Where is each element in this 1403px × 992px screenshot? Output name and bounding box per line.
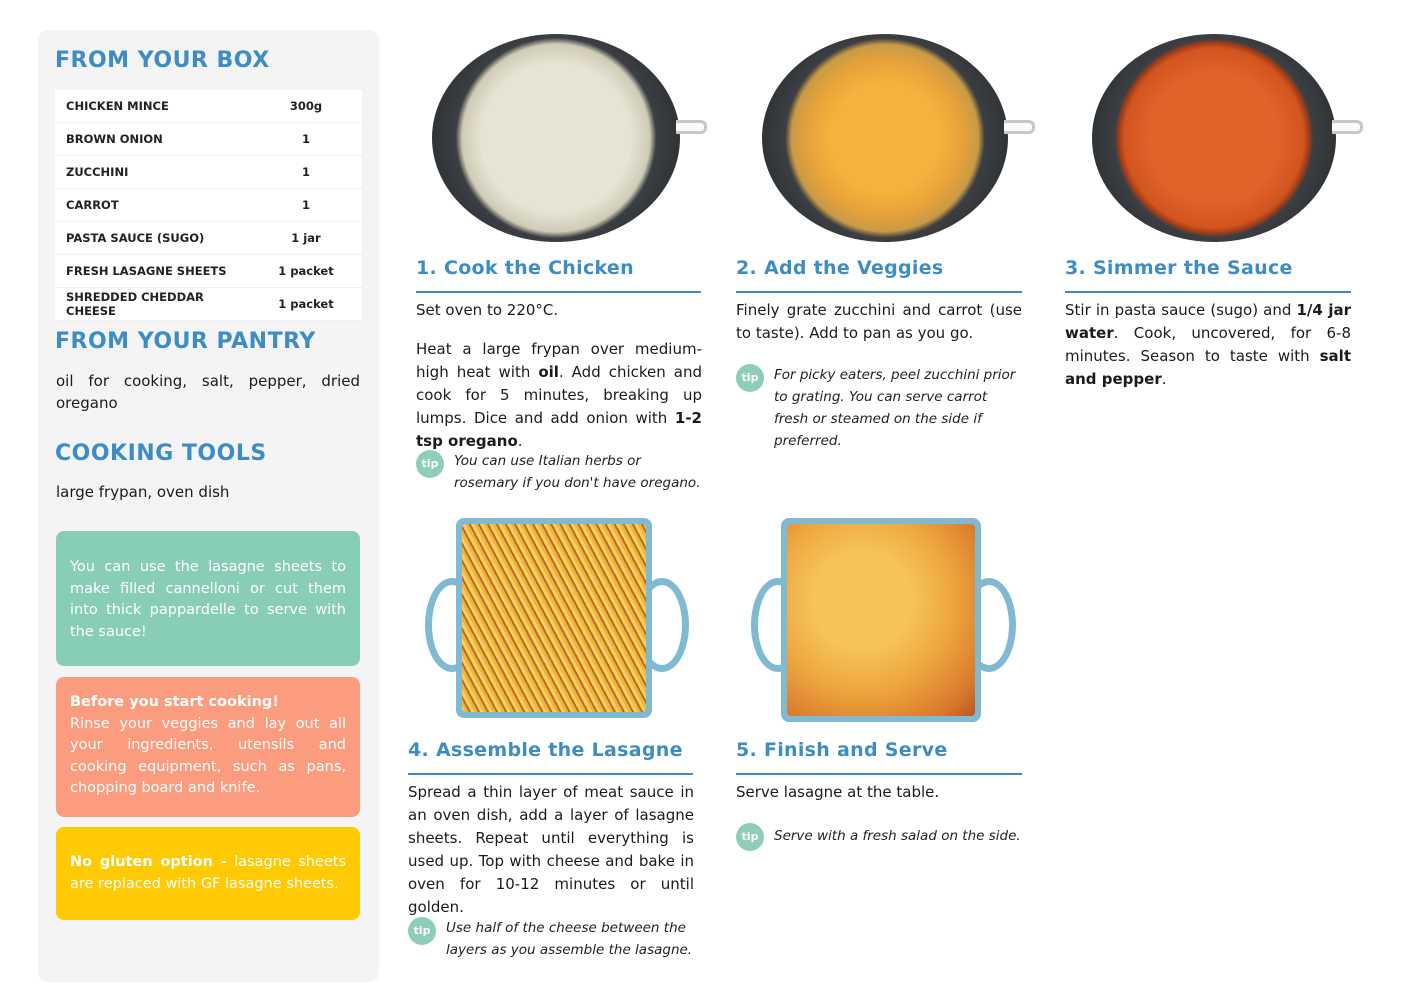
step-3-photo xyxy=(1092,34,1336,242)
gluten-card xyxy=(56,827,360,920)
step-4-tip xyxy=(408,917,698,963)
step-2-title: 2. Add the Veggies xyxy=(736,257,944,279)
cooking-tools-heading: COOKING TOOLS xyxy=(55,441,267,466)
step-2-tip xyxy=(736,364,1026,449)
ingredient-name: CARROT xyxy=(55,189,250,222)
step-5-divider xyxy=(736,773,1022,775)
step-1-tip-text: You can use Italian herbs or rosemary if you don't have oregano. xyxy=(454,453,701,491)
tip-badge: tip xyxy=(736,364,764,392)
step-5-title: 5. Finish and Serve xyxy=(736,739,948,761)
ingredient-qty: 1 packet xyxy=(250,288,362,321)
pantry-text: oil for cooking, salt, pepper, dried oregano xyxy=(56,372,360,412)
before-cooking-card xyxy=(56,677,360,817)
ingredient-row xyxy=(55,189,362,222)
ingredient-row xyxy=(55,123,362,156)
step-5-tip-text: Serve with a fresh salad on the side. xyxy=(774,828,1021,844)
step-3-bold-water: 1/4 jar water xyxy=(1065,301,1351,342)
step-2-photo xyxy=(762,34,1008,242)
step-2-para-1 xyxy=(736,299,1022,345)
ingredient-row xyxy=(55,222,362,255)
step-2-pan-handle xyxy=(1004,120,1035,134)
step-5-photo xyxy=(781,518,981,722)
step-4-divider xyxy=(408,773,693,775)
ingredient-qty: 1 xyxy=(250,123,362,156)
step-3-pan-handle xyxy=(1332,120,1363,134)
step-1-title: 1. Cook the Chicken xyxy=(416,257,634,279)
step-1-para-1 xyxy=(416,299,702,322)
step-1-bold-oregano: 1-2 tsp oregano xyxy=(416,409,702,450)
step-1-para-1-text: Set oven to 220°C. xyxy=(416,301,559,319)
step-1-photo xyxy=(432,34,680,242)
tip-badge: tip xyxy=(416,450,444,478)
step-5-tip xyxy=(736,823,1026,851)
ingredient-qty: 300g xyxy=(250,90,362,123)
step-2-divider xyxy=(736,291,1022,293)
ingredient-qty: 1 packet xyxy=(250,255,362,288)
ingredient-name: CHICKEN MINCE xyxy=(55,90,250,123)
ingredient-row xyxy=(55,288,362,321)
ingredient-qty: 1 jar xyxy=(250,222,362,255)
step-4-photo xyxy=(456,518,652,718)
step-5-para-1-text: Serve lasagne at the table. xyxy=(736,783,940,801)
step-1-text-c: . xyxy=(517,432,523,450)
step-1-bold-oil: oil xyxy=(538,363,559,381)
ingredient-row xyxy=(55,156,362,189)
ingredients-table xyxy=(55,90,362,321)
step-1-tip xyxy=(416,450,706,496)
gluten-option-text: lasagne sheets are replaced with GF lasagne sheets. xyxy=(70,854,346,892)
step-1-text-a: Heat a large frypan over medium-high heat with xyxy=(416,340,702,381)
step-3-para-1 xyxy=(1065,299,1351,391)
step-1-text-b: . Add chicken and cook for 5 minutes, breaking up lumps. Dice and add onion with xyxy=(416,363,702,427)
ingredient-qty: 1 xyxy=(250,189,362,222)
from-your-pantry-heading: FROM YOUR PANTRY xyxy=(55,329,316,354)
before-cooking-title: Before you start cooking! xyxy=(70,694,279,710)
step-3-title: 3. Simmer the Sauce xyxy=(1065,257,1293,279)
before-cooking-text: Rinse your veggies and lay out all your ingredients, utensils and cooking equipment, such as pans, chopping board and knife. xyxy=(70,715,346,796)
ingredient-qty: 1 xyxy=(250,156,362,189)
step-1-para-2 xyxy=(416,338,702,453)
step-4-para-1 xyxy=(408,781,694,919)
step-3-text-b: . Cook, uncovered, for 6-8 minutes. Season to taste with xyxy=(1065,324,1351,365)
step-2-para-1-text: Finely grate zucchini and carrot (use to taste). Add to pan as you go. xyxy=(736,301,1022,342)
step-2-tip-text: For picky eaters, peel zucchini prior to grating. You can serve carrot fresh or steamed on the side if preferred. xyxy=(774,367,1016,449)
ingredient-name: SHREDDED CHEDDAR CHEESE xyxy=(55,288,250,321)
step-4-title: 4. Assemble the Lasagne xyxy=(408,739,683,761)
ingredient-name: ZUCCHINI xyxy=(55,156,250,189)
step-4-tip-text: Use half of the cheese between the layers as you assemble the lasagne. xyxy=(446,920,693,958)
step-4-para-1-text: Spread a thin layer of meat sauce in an oven dish, add a layer of lasagne sheets. Repeat until everything is used up. Top with cheese and bake in oven for 10-12 minutes or until golden. xyxy=(408,783,694,916)
tip-badge: tip xyxy=(736,823,764,851)
ingredient-row xyxy=(55,255,362,288)
cooking-tools-text: large frypan, oven dish xyxy=(56,483,230,501)
step-3-text-a: Stir in pasta sauce (sugo) and xyxy=(1065,301,1297,319)
ingredient-name: PASTA SAUCE (SUGO) xyxy=(55,222,250,255)
sidebar-panel xyxy=(38,30,379,982)
idea-card-text: You can use the lasagne sheets to make filled cannelloni or cut them into thick pappardelle to serve with the sauce! xyxy=(70,559,346,640)
ingredient-name: FRESH LASAGNE SHEETS xyxy=(55,255,250,288)
step-1-divider xyxy=(416,291,701,293)
from-your-box-heading: FROM YOUR BOX xyxy=(55,48,270,73)
ingredient-name: BROWN ONION xyxy=(55,123,250,156)
step-3-text-c: . xyxy=(1161,370,1167,388)
step-3-bold-salt-pepper: salt and pepper xyxy=(1065,347,1351,388)
tip-badge: tip xyxy=(408,917,436,945)
step-5-para-1 xyxy=(736,781,1022,804)
step-3-divider xyxy=(1065,291,1351,293)
ingredient-row xyxy=(55,90,362,123)
step-1-pan-handle xyxy=(676,120,707,134)
idea-card xyxy=(56,531,360,666)
gluten-option-label: No gluten option - xyxy=(70,854,227,870)
